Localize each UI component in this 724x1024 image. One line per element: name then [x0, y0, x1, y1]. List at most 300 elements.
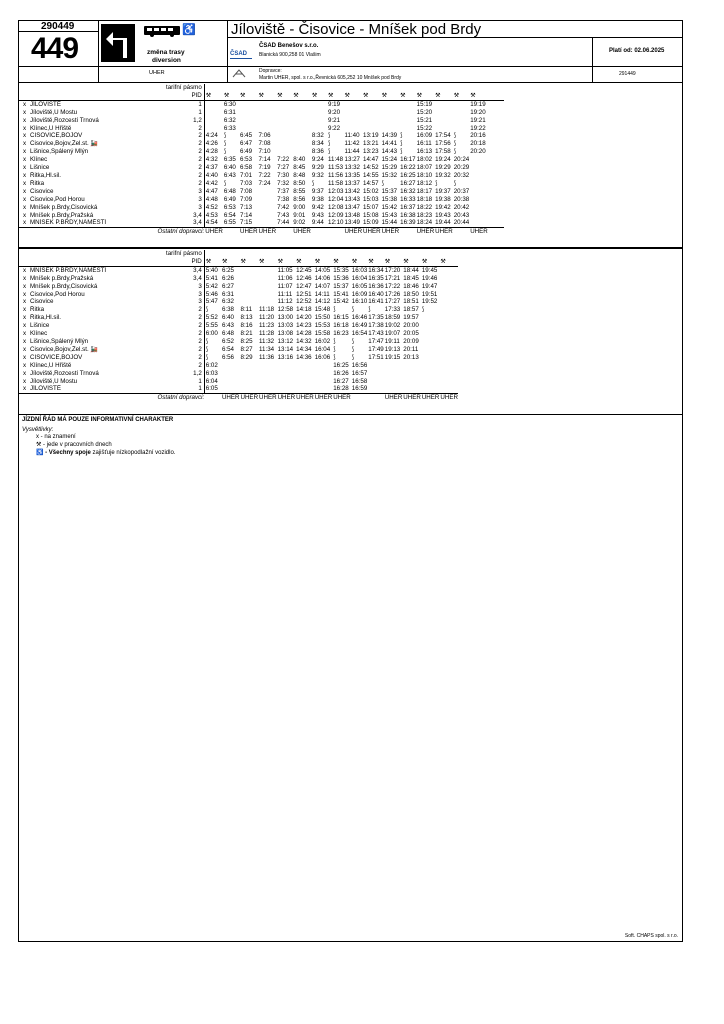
blank-cell — [362, 84, 381, 92]
departure-time: 19:46 — [421, 274, 438, 282]
departure-time: 11:36 — [259, 353, 275, 361]
departure-time: 4:53 — [205, 211, 218, 219]
departure-time — [439, 306, 458, 314]
stop-name: Čisovice,Pod Horou — [30, 290, 85, 298]
departure-time: 20:05 — [403, 330, 419, 338]
departure-time — [258, 370, 277, 378]
stop-name: Lišnice,Spálený Mlýn — [30, 337, 89, 345]
departure-time: 18:12 — [416, 179, 433, 187]
stop-name: Čisovice,Bojov,Žel.st. 🚂 — [30, 140, 99, 148]
request-stop-mark: x — [22, 385, 27, 393]
departure-time: ⟆ — [333, 345, 336, 353]
departure-time: 19:02 — [384, 322, 401, 330]
request-stop-mark: x — [22, 187, 27, 195]
zone-value: 3,4 — [166, 219, 204, 227]
zone-value: 3 — [166, 298, 204, 306]
carrier-cell — [311, 228, 327, 236]
departure-time: 4:28 — [205, 148, 218, 156]
carrier-cell: UHER — [470, 228, 488, 236]
table-row — [19, 196, 504, 204]
stop-name: Čisovice — [30, 298, 54, 306]
stop-name: ČISOVICE,BOJOV — [30, 132, 83, 140]
departure-time: 16:59 — [351, 385, 368, 393]
departure-time: 19:43 — [435, 211, 451, 219]
table-row — [19, 204, 504, 212]
departure-time: 6:43 — [223, 171, 236, 179]
departure-time — [362, 117, 381, 125]
departure-time — [453, 125, 469, 133]
request-stop-mark: x — [22, 369, 27, 377]
departure-time: 16:25 — [333, 361, 349, 369]
departure-time: 13:43 — [344, 195, 360, 203]
departure-time: ⟆ — [328, 140, 331, 148]
departure-time: 14:36 — [296, 353, 312, 361]
stop-name: Jíloviště,U Mostu — [30, 108, 78, 116]
departure-time — [221, 370, 240, 378]
departure-time — [276, 117, 292, 125]
carrier-cell — [367, 394, 383, 402]
departure-time: 16:17 — [400, 156, 416, 164]
departure-time: 15:42 — [333, 298, 349, 306]
workday-mark-icon: ⚒ — [311, 92, 327, 100]
departure-time: 17:43 — [368, 330, 384, 338]
departure-time: 9:00 — [293, 203, 306, 211]
departure-time — [421, 362, 440, 370]
zone-value: 2 — [166, 338, 204, 346]
workday-mark-icon: ⚒ — [344, 92, 363, 100]
carrier-cell — [204, 394, 221, 402]
stop-name: Mníšek p.Brdy,Čisovická — [30, 203, 98, 211]
departure-time — [277, 385, 296, 393]
departure-time: 14:41 — [381, 140, 398, 148]
departure-time — [314, 370, 333, 378]
departure-time: 17:27 — [384, 298, 401, 306]
workday-mark-icon: ⚒ — [384, 258, 403, 266]
departure-time — [311, 125, 327, 133]
workday-mark-icon: ⚒ — [240, 258, 259, 266]
departure-time — [439, 385, 458, 393]
workday-mark-icon: ⚒ — [221, 258, 240, 266]
departure-time: 15:38 — [381, 195, 398, 203]
departure-time: 18:23 — [416, 211, 433, 219]
departure-time: 19:37 — [435, 187, 451, 195]
departure-time: ⟆ — [435, 179, 438, 187]
departure-time: 19:57 — [403, 314, 419, 322]
departure-time: 11:20 — [259, 314, 275, 322]
departure-time: 6:55 — [223, 219, 236, 227]
diversion-icon — [101, 24, 135, 62]
departure-time: 11:32 — [259, 337, 275, 345]
departure-time — [258, 275, 277, 283]
stop-name: MNÍŠEK P.BRDY,NÁMĚSTÍ — [30, 266, 107, 274]
departure-time: 18:07 — [416, 164, 433, 172]
departure-time — [488, 117, 504, 125]
table-row — [19, 132, 504, 140]
departure-time — [488, 212, 504, 220]
departure-time — [240, 385, 259, 393]
departure-time: 20:38 — [453, 195, 470, 203]
departure-time: 16:49 — [351, 322, 368, 330]
carrier-cell: UHER — [440, 394, 458, 402]
zone-value: 2 — [166, 164, 204, 172]
departure-time: 5:40 — [205, 266, 218, 274]
departure-time — [240, 275, 259, 283]
workday-mark-icon: ⚒ — [314, 258, 333, 266]
departure-time: 11:18 — [259, 306, 275, 314]
departure-time — [276, 100, 292, 108]
blank-cell — [204, 250, 221, 258]
departure-time: 6:49 — [240, 148, 253, 156]
request-stop-mark: x — [22, 290, 27, 298]
departure-time: 8:11 — [240, 306, 253, 314]
table-row — [19, 322, 458, 330]
departure-time: 17:51 — [368, 353, 384, 361]
departure-time: 12:46 — [296, 274, 312, 282]
departure-time: 15:58 — [314, 330, 331, 338]
blank-cell — [19, 84, 30, 92]
departure-time — [439, 266, 458, 274]
blank-cell — [416, 84, 435, 92]
departure-time — [277, 370, 296, 378]
departure-time — [399, 125, 415, 133]
departure-time: 16:04 — [351, 274, 368, 282]
zone-value: 2 — [166, 322, 204, 330]
table-row — [19, 109, 504, 117]
departure-time — [399, 117, 415, 125]
departure-time: 6:40 — [221, 314, 234, 322]
departure-time: 8:34 — [311, 140, 324, 148]
departure-time — [277, 378, 296, 386]
table-row — [19, 306, 458, 314]
departure-time — [421, 346, 440, 354]
departure-time: 6:31 — [221, 290, 234, 298]
departure-time — [434, 117, 453, 125]
departure-time — [402, 378, 421, 386]
departure-time: 13:32 — [344, 164, 360, 172]
table-row — [19, 354, 458, 362]
departure-time: 6:04 — [205, 377, 218, 385]
zone-label: tarifní pásmo — [166, 250, 204, 258]
departure-time — [453, 117, 469, 125]
departure-time — [292, 117, 311, 125]
departure-time: 6:47 — [240, 140, 253, 148]
departure-time: 13:19 — [363, 132, 379, 140]
request-stop-mark: x — [22, 219, 27, 227]
departure-time: 12:04 — [328, 195, 344, 203]
legend-text: - na znamení — [40, 434, 76, 440]
departure-time: ⟆ — [205, 337, 209, 345]
bus-icon — [144, 25, 180, 37]
departure-time: 6:02 — [205, 361, 218, 369]
departure-time — [488, 188, 504, 196]
departure-time: 19:52 — [421, 298, 438, 306]
zone-value: 1 — [166, 378, 204, 386]
departure-time: 7:14 — [258, 156, 271, 164]
zone-value: 2 — [166, 172, 204, 180]
workday-mark-icon: ⚒ — [416, 92, 435, 100]
departure-time: 8:27 — [240, 345, 253, 353]
table-row — [19, 212, 504, 220]
departure-time: 8:55 — [293, 187, 306, 195]
pid-label: PID — [166, 258, 204, 266]
stop-name: JÍLOVIŠTĚ — [30, 385, 61, 393]
workday-mark-icon: ⚒ — [204, 92, 223, 100]
workday-mark-icon: ⚒ — [402, 258, 421, 266]
departure-time: 7:43 — [277, 211, 290, 219]
departure-time: ⟆ — [421, 306, 425, 314]
carrier-cell — [453, 228, 469, 236]
departure-time — [469, 204, 488, 212]
departure-time — [258, 196, 277, 204]
departure-time — [239, 100, 258, 108]
departure-time: 16:33 — [400, 195, 416, 203]
timetable-direction-2 — [19, 250, 458, 402]
departure-time — [367, 378, 383, 386]
departure-time — [344, 109, 363, 117]
carrier-cell: UHER — [416, 228, 435, 236]
departure-time — [292, 109, 311, 117]
table-row — [19, 275, 458, 283]
departure-time: 13:47 — [344, 203, 360, 211]
carrier-cell: UHER — [221, 394, 240, 402]
blank-cell — [367, 250, 383, 258]
zone-value: 2 — [166, 156, 204, 164]
departure-time: 15:37 — [381, 187, 398, 195]
departure-time: 6:48 — [223, 187, 236, 195]
departure-time: 14:23 — [296, 322, 312, 330]
zone-value: 3 — [166, 188, 204, 196]
blank-cell — [258, 250, 277, 258]
stop-name: Mníšek p.Brdy,Pražská — [30, 274, 94, 282]
departure-time: 9:20 — [328, 108, 341, 116]
departure-time: ⟆ — [223, 132, 227, 140]
departure-time: 11:42 — [344, 140, 360, 148]
departure-time: 13:23 — [363, 148, 379, 156]
departure-time — [258, 212, 277, 220]
zone-value: 2 — [166, 306, 204, 314]
legend-item — [22, 434, 175, 440]
departure-time: ⟆ — [351, 353, 355, 361]
blank-cell — [19, 394, 30, 402]
stop-name: Klínec — [30, 156, 48, 164]
departure-time — [362, 100, 381, 108]
blank-cell — [381, 84, 400, 92]
departure-time — [421, 314, 440, 322]
departure-time: 11:07 — [277, 282, 293, 290]
departure-time: 16:25 — [400, 171, 416, 179]
departure-time: 7:14 — [240, 211, 253, 219]
departure-time — [258, 298, 277, 306]
departure-time — [367, 385, 383, 393]
other-carriers-label: Ostatní dopravci: — [157, 394, 205, 402]
wheelchair-icon: ♿ — [182, 24, 196, 36]
departure-time: 11:05 — [277, 266, 293, 274]
workday-mark-icon: ⚒ — [362, 92, 381, 100]
departure-time: 16:58 — [351, 377, 368, 385]
departure-time: 20:16 — [470, 132, 486, 140]
departure-time — [439, 322, 458, 330]
legend-text: zajišťuje nízkopodlažní vozidlo. — [90, 450, 176, 456]
table-row — [19, 291, 458, 299]
departure-time: 11:28 — [259, 330, 275, 338]
blank-cell — [434, 84, 453, 92]
departure-time: 7:37 — [277, 187, 290, 195]
departure-time: 8:45 — [293, 164, 306, 172]
zone-value: 2 — [166, 180, 204, 188]
departure-time — [469, 212, 488, 220]
zone-value: 3,4 — [166, 212, 204, 220]
departure-time — [292, 132, 311, 140]
license-number: 291449 — [619, 71, 636, 77]
stop-name: Čisovice,Bojov,Žel.st. 🚂 — [30, 345, 99, 353]
departure-time — [239, 109, 258, 117]
departure-time — [258, 125, 277, 133]
departure-time: 7:08 — [240, 187, 253, 195]
carrier-cell: UHER — [293, 228, 311, 236]
timetable-sheet — [18, 20, 683, 942]
departure-time: 4:42 — [205, 179, 218, 187]
departure-time: 6:53 — [223, 203, 236, 211]
carrier-cell: UHER — [363, 228, 381, 236]
workday-mark-icon: ⚒ — [367, 258, 383, 266]
timetable-direction-1 — [19, 84, 504, 236]
departure-time: 9:44 — [311, 219, 324, 227]
departure-time: 19:21 — [470, 116, 486, 124]
departure-time: 6:45 — [240, 132, 253, 140]
departure-time — [258, 188, 277, 196]
departure-time: 9:32 — [311, 171, 324, 179]
table-row — [19, 164, 504, 172]
departure-time — [258, 283, 277, 291]
operator-logo: ČSAD — [230, 42, 252, 59]
workday-mark-icon: ⚒ — [327, 92, 343, 100]
blank-cell — [295, 250, 314, 258]
departure-time: 9:21 — [328, 116, 341, 124]
carrier-cell: UHER — [384, 394, 403, 402]
departure-time: 17:38 — [368, 322, 384, 330]
departure-time: 16:32 — [400, 187, 416, 195]
departure-time: 6:58 — [240, 164, 253, 172]
request-stop-mark: x — [22, 314, 27, 322]
departure-time: 18:59 — [384, 314, 401, 322]
departure-time: 14:47 — [363, 156, 379, 164]
departure-time: ⟆ — [223, 148, 227, 156]
departure-time: 16:13 — [416, 148, 433, 156]
departure-time: 16:37 — [400, 203, 416, 211]
departure-time: 8:40 — [293, 156, 306, 164]
departure-time: 5:46 — [205, 290, 218, 298]
departure-time: ⟆ — [351, 345, 355, 353]
zone-value: 3,4 — [166, 266, 204, 274]
departure-time — [258, 100, 277, 108]
departure-time: ⟆ — [368, 306, 371, 314]
operator-address: Blanická 900,258 01 Vlašim — [259, 52, 321, 58]
zone-value: 2 — [166, 132, 204, 140]
table-row — [19, 156, 504, 164]
blank-cell — [332, 250, 351, 258]
departure-time: 12:03 — [328, 187, 344, 195]
departure-time — [421, 330, 440, 338]
departure-time: 20:09 — [403, 337, 419, 345]
departure-time — [362, 125, 381, 133]
workday-mark-icon: ⚒ — [332, 258, 351, 266]
departure-time: 6:32 — [221, 298, 234, 306]
departure-time — [258, 378, 277, 386]
departure-time — [239, 125, 258, 133]
departure-time: 14:28 — [296, 330, 312, 338]
table-row — [19, 100, 504, 108]
departure-time: 4:47 — [205, 187, 218, 195]
zone-value: 2 — [166, 346, 204, 354]
departure-time: 20:24 — [453, 156, 470, 164]
departure-time — [399, 109, 415, 117]
departure-time: 17:58 — [435, 148, 451, 156]
departure-time: 13:21 — [363, 140, 379, 148]
departure-time: 8:56 — [293, 195, 306, 203]
departure-time: 16:22 — [400, 164, 416, 172]
departure-time: 8:32 — [311, 132, 324, 140]
departure-time: 16:34 — [368, 266, 384, 274]
departure-time: ⟆ — [453, 179, 457, 187]
departure-time — [488, 100, 504, 108]
zone-value: 1,2 — [166, 117, 204, 125]
departure-time: 14:43 — [381, 148, 398, 156]
departure-time: 20:32 — [453, 171, 470, 179]
departure-time: ⟆ — [333, 353, 336, 361]
request-stop-mark: x — [22, 156, 27, 164]
blank-cell — [30, 84, 166, 92]
legend-symbol: ⚒ — [36, 442, 44, 448]
request-stop-mark: x — [22, 116, 27, 124]
departure-time: 14:57 — [363, 179, 379, 187]
departure-time: 14:20 — [296, 314, 312, 322]
departure-time — [439, 378, 458, 386]
departure-time: 18:18 — [416, 195, 433, 203]
departure-time — [402, 385, 421, 393]
departure-time: 5:52 — [205, 314, 218, 322]
blank-cell — [453, 84, 469, 92]
stop-name: JÍLOVIŠTĚ — [30, 100, 61, 108]
departure-time: 8:36 — [311, 148, 324, 156]
page-title: Jíloviště - Čisovice - Mníšek pod Brdy — [231, 21, 482, 38]
departure-time: 15:08 — [363, 211, 379, 219]
stop-name: Čisovice — [30, 187, 54, 195]
table-row — [19, 283, 458, 291]
departure-time: 16:15 — [333, 314, 349, 322]
legend-item — [22, 449, 175, 456]
table-row — [19, 370, 458, 378]
departure-time — [488, 164, 504, 172]
request-stop-mark: x — [22, 148, 27, 156]
departure-time: 8:13 — [240, 314, 253, 322]
departure-time: 16:40 — [368, 290, 384, 298]
departure-time: 12:51 — [296, 290, 312, 298]
table-row — [19, 314, 458, 322]
departure-time: 16:10 — [351, 298, 368, 306]
departure-time — [469, 188, 488, 196]
departure-time: 14:12 — [314, 298, 331, 306]
departure-time: ⟆ — [400, 132, 403, 140]
departure-time — [381, 109, 400, 117]
departure-time: 6:27 — [221, 282, 234, 290]
stop-name: Klínec — [30, 330, 48, 338]
departure-time: 15:20 — [416, 108, 433, 116]
departure-time: 7:03 — [240, 179, 253, 187]
departure-time: 5:41 — [205, 274, 218, 282]
departure-time: 11:56 — [328, 171, 344, 179]
departure-time: 4:40 — [205, 171, 218, 179]
departure-time: 17:26 — [384, 290, 401, 298]
